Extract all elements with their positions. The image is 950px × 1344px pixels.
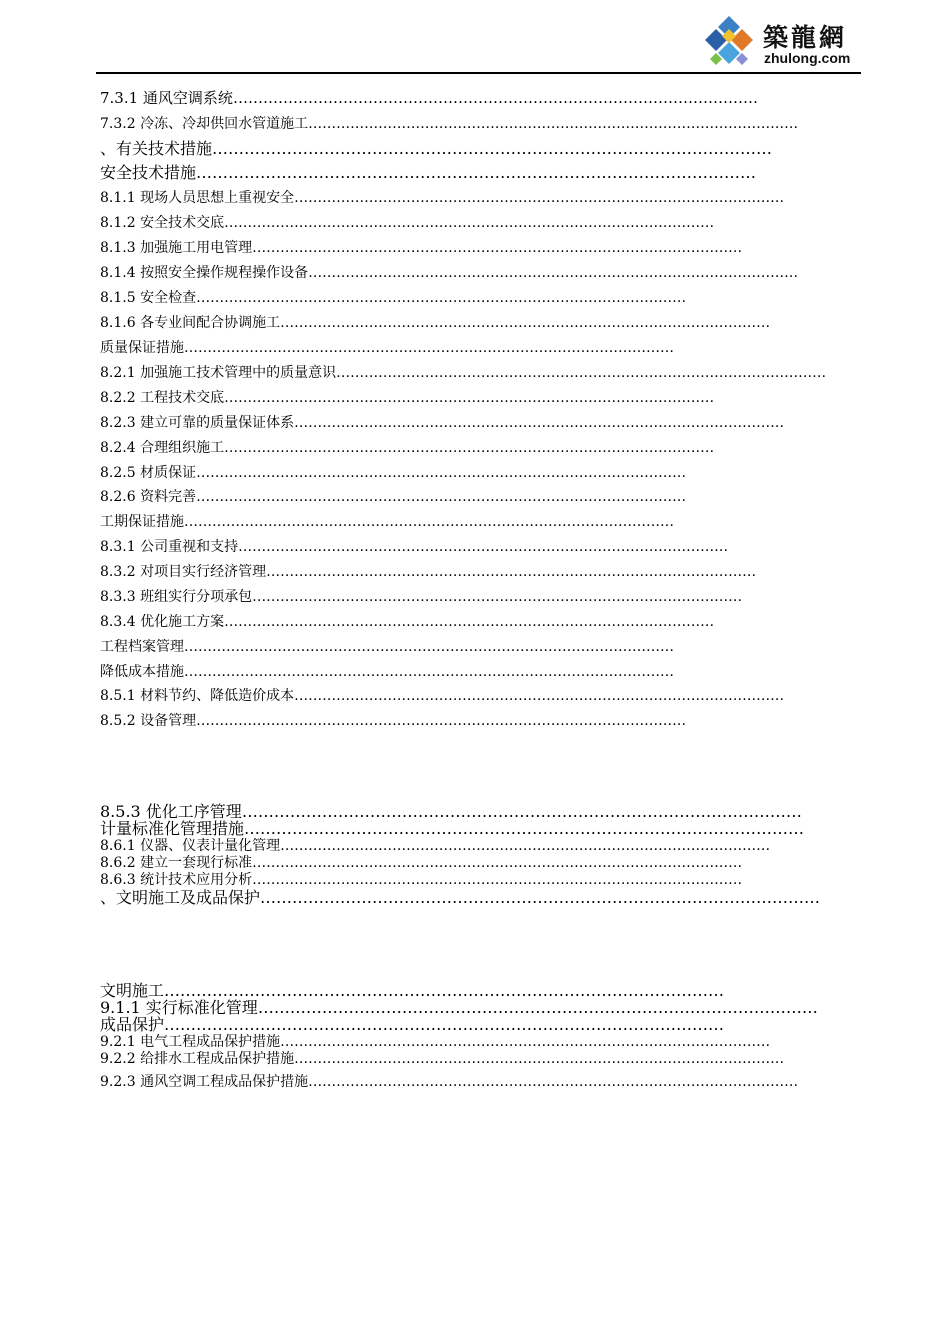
toc-entry: 8.3.4 优化施工方案…………………………………………………………………………………………… <box>100 614 715 630</box>
toc-entry: 8.3.2 对项目实行经济管理…………………………………………………………………………………………… <box>100 564 757 580</box>
logo-english-text: zhulong.com <box>764 50 851 66</box>
toc-entry: 8.2.6 资料完善…………………………………………………………………………………………… <box>100 489 687 505</box>
toc-entry: 9.2.3 通风空调工程成品保护措施…………………………………………………………………………………………… <box>100 1074 799 1090</box>
toc-entry: 质量保证措施…………………………………………………………………………………………… <box>100 340 674 356</box>
zhulong-logo <box>700 12 860 70</box>
toc-entry: 8.6.3 统计技术应用分析…………………………………………………………………………………………… <box>100 872 743 888</box>
header-rule <box>96 72 861 74</box>
toc-entry: 文明施工…………………………………………………………………………………………… <box>100 981 725 1000</box>
toc-entry: 工程档案管理…………………………………………………………………………………………… <box>100 639 674 655</box>
toc-entry: 8.6.1 仪器、仪表计量化管理…………………………………………………………………………………………… <box>100 838 771 854</box>
toc-entry: 8.2.2 工程技术交底…………………………………………………………………………………………… <box>100 390 715 406</box>
toc-entry: 9.2.2 给排水工程成品保护措施…………………………………………………………………………………………… <box>100 1051 785 1067</box>
toc-entry: 8.1.6 各专业间配合协调施工…………………………………………………………………………………………… <box>100 315 771 331</box>
toc-entry: 8.1.3 加强施工用电管理…………………………………………………………………………………………… <box>100 240 743 256</box>
toc-entry: 、有关技术措施…………………………………………………………………………………………… <box>100 139 773 158</box>
toc-entry: 安全技术措施…………………………………………………………………………………………… <box>100 163 757 182</box>
toc-entry: 8.1.4 按照安全操作规程操作设备…………………………………………………………………………………………… <box>100 265 799 281</box>
toc-entry: 成品保护…………………………………………………………………………………………… <box>100 1015 725 1034</box>
toc-entry: 计量标准化管理措施…………………………………………………………………………………………… <box>100 819 805 838</box>
toc-entry: 8.1.2 安全技术交底…………………………………………………………………………………………… <box>100 215 715 231</box>
toc-entry: 、文明施工及成品保护…………………………………………………………………………………………… <box>100 888 821 907</box>
toc-entry: 7.3.1 通风空调系统…………………………………………………………………………………………… <box>100 89 758 107</box>
toc-entry: 7.3.2 冷冻、冷却供回水管道施工…………………………………………………………………………………………… <box>100 116 799 132</box>
toc-entry: 8.2.5 材质保证…………………………………………………………………………………………… <box>100 465 687 481</box>
toc-entry: 8.3.3 班组实行分项承包…………………………………………………………………………………………… <box>100 589 743 605</box>
toc-entry: 工期保证措施…………………………………………………………………………………………… <box>100 514 674 530</box>
zhulong-diamond-icon <box>700 14 758 72</box>
toc-entry: 8.1.1 现场人员思想上重视安全…………………………………………………………………………………………… <box>100 190 785 206</box>
toc-entry: 8.2.4 合理组织施工…………………………………………………………………………………………… <box>100 440 715 456</box>
toc-entry: 8.2.1 加强施工技术管理中的质量意识…………………………………………………………………………………………… <box>100 365 827 381</box>
toc-entry: 8.2.3 建立可靠的质量保证体系…………………………………………………………………………………………… <box>100 415 785 431</box>
toc-entry: 8.5.1 材料节约、降低造价成本…………………………………………………………………………………………… <box>100 688 785 704</box>
toc-entry: 9.1.1 实行标准化管理…………………………………………………………………………………………… <box>100 998 818 1017</box>
toc-entry: 降低成本措施…………………………………………………………………………………………… <box>100 664 674 680</box>
toc-entry: 8.3.1 公司重视和支持…………………………………………………………………………………………… <box>100 539 729 555</box>
logo-chinese-text: 築龍網 <box>763 23 848 52</box>
toc-entry: 8.5.3 优化工序管理…………………………………………………………………………………………… <box>100 802 802 821</box>
toc-entry: 8.6.2 建立一套现行标准…………………………………………………………………………………………… <box>100 855 743 871</box>
toc-entry: 8.1.5 安全检查…………………………………………………………………………………………… <box>100 290 687 306</box>
toc-entry: 9.2.1 电气工程成品保护措施…………………………………………………………………………………………… <box>100 1034 771 1050</box>
toc-entry: 8.5.2 设备管理…………………………………………………………………………………………… <box>100 713 687 729</box>
